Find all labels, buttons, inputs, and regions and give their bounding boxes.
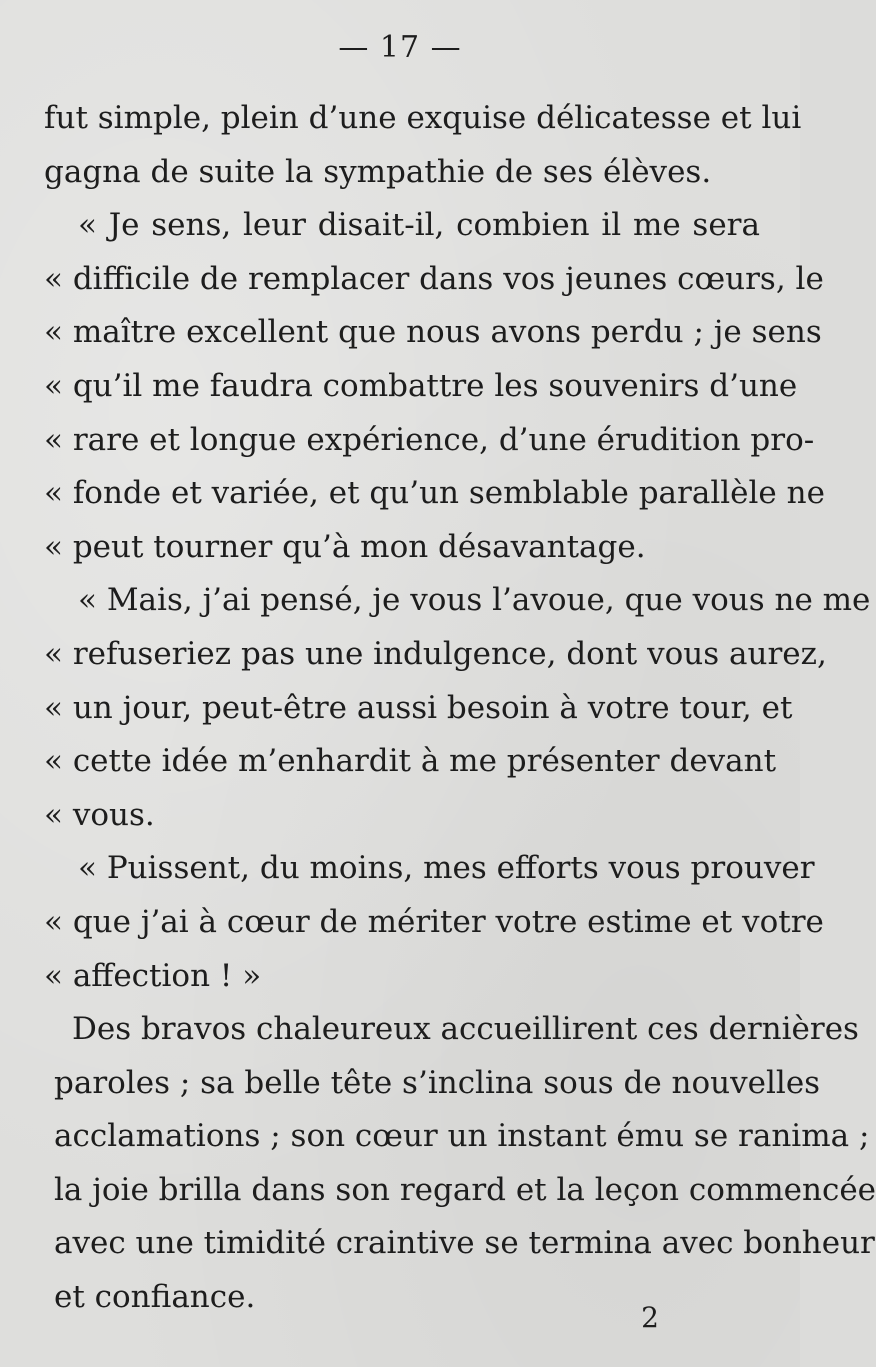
- text-line: « peut tourner qu’à mon désavantage.: [44, 528, 646, 565]
- text-line: « Puissent, du moins, mes efforts vous prouver: [78, 850, 815, 887]
- text-line: « cette idée m’enhardit à me présenter devant: [44, 743, 777, 780]
- text-line: « Je sens, leur disait-il, combien il me sera: [78, 207, 760, 244]
- page-number: — 17 —: [338, 30, 462, 65]
- text-line: la joie brilla dans son regard et la leçon commencée: [54, 1171, 876, 1208]
- text-line: « maître excellent que nous avons perdu ; je sens: [44, 314, 822, 351]
- text-line: « Mais, j’ai pensé, je vous l’avoue, que vous ne me: [78, 582, 871, 619]
- text-line: « un jour, peut-être aussi besoin à votre tour, et: [44, 689, 793, 726]
- text-line: acclamations ; son cœur un instant ému se ranima ;: [54, 1118, 870, 1155]
- text-line: gagna de suite la sympathie de ses élèves.: [44, 153, 712, 190]
- text-line: « vous.: [44, 796, 155, 833]
- text-line: « rare et longue expérience, d’une érudition pro-: [44, 421, 815, 458]
- text-line: fut simple, plein d’une exquise délicatesse et lui: [44, 100, 802, 136]
- signature-mark: 2: [641, 1301, 659, 1334]
- body-text: [44, 92, 876, 1325]
- text-line: avec une timidité craintive se termina avec bonheur: [54, 1225, 875, 1262]
- text-line: et confiance.: [54, 1279, 256, 1316]
- text-line: « fonde et variée, et qu’un semblable parallèle ne: [44, 475, 825, 512]
- text-line: « que j’ai à cœur de mériter votre estime et votre: [44, 903, 824, 940]
- text-line: « qu’il me faudra combattre les souvenirs d’une: [44, 367, 798, 404]
- text-line: « refuseriez pas une indulgence, dont vous aurez,: [44, 635, 827, 672]
- text-line: Des bravos chaleureux accueillirent ces dernières: [72, 1011, 859, 1048]
- text-line: paroles ; sa belle tête s’inclina sous de nouvelles: [54, 1064, 821, 1101]
- text-line: « affection ! »: [44, 957, 262, 994]
- text-line: « difficile de remplacer dans vos jeunes cœurs, le: [44, 260, 824, 297]
